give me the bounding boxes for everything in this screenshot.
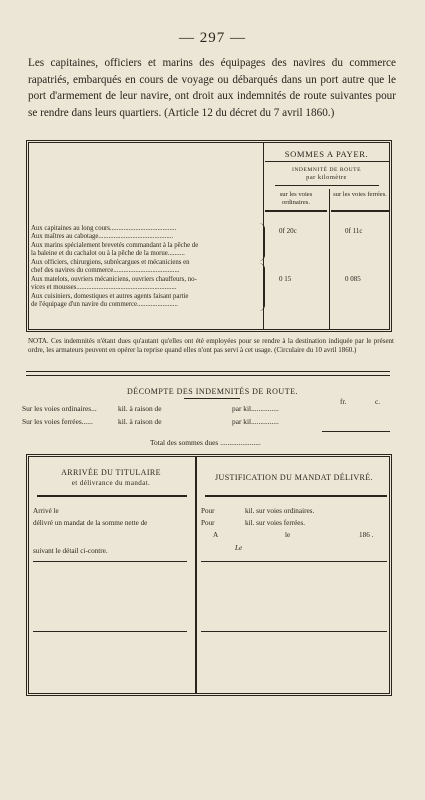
- decompte-line-ordinary-perkm: par kil...............: [232, 404, 279, 413]
- arrival-justification-divider: [195, 457, 197, 693]
- justification-le-sign: Le: [235, 544, 243, 552]
- rate-subheading-rule: [275, 185, 379, 186]
- decompte-col-fr: fr.: [340, 397, 347, 406]
- justification-km-ordinary: kil. sur voies ordinaires.: [245, 507, 315, 515]
- justification-year: 186 .: [359, 531, 374, 539]
- rate-row: vices et mousses...........................................................: [31, 284, 177, 291]
- decompte-col-c: c.: [375, 397, 381, 406]
- arrival-title: [29, 467, 193, 489]
- rate-row: de l'équipage d'un navire du commerce........................: [31, 301, 178, 308]
- rate-row: Aux capitaines au long cours.......................................: [31, 225, 177, 232]
- rate-table-heading: SOMMES A PAYER.: [284, 149, 369, 159]
- arrival-title-text: ARRIVÉE DU TITULAIRE: [61, 468, 161, 477]
- rate-row: la baleine et du cachalot ou à la pêche de la morue..........: [31, 250, 185, 257]
- rate-row: Aux officiers, chirurgiens, subrécargues et mécaniciens en: [31, 259, 190, 266]
- decompte-total: Total des sommes dues ......................: [150, 438, 261, 447]
- arrival-rule-2: [33, 631, 187, 632]
- decompte-line-rail-km: kil. à raison de: [118, 417, 162, 426]
- col-rail-header: sur les voies ferrées.: [333, 191, 387, 198]
- rate-value-ordinary-1: 0f 20c: [279, 227, 297, 235]
- arrival-title-rule: [37, 495, 187, 497]
- justification-title: JUSTIFICATION DU MANDAT DÉLIVRÉ.: [215, 473, 373, 482]
- arrival-justification-table: [26, 454, 392, 696]
- col-ordinary-rule: [265, 210, 327, 212]
- justification-le: le: [285, 531, 291, 539]
- rate-row: Aux marins spécialement brevetés commandant à la pêche de: [31, 242, 199, 249]
- decompte-sum-rule: [322, 431, 390, 432]
- rate-value-rail-2: 0 085: [345, 275, 361, 283]
- rate-subheading: [264, 167, 389, 181]
- arrival-subtitle: et délivrance du mandat.: [71, 479, 151, 487]
- nota-paragraph: NOTA. Ces indemnités n'étant dues qu'autant qu'elles ont été employées pour se rendre à la destination indiquée par le présent ordre, les armateurs peuvent en opérer la reprise quand elles n'ont pas servi à cet usage. (Circulaire du 10 avril 1860.): [28, 337, 394, 355]
- justification-pour-1: Pour: [201, 507, 215, 515]
- intro-paragraph: Les capitaines, officiers et marins des équipages des navires du commerce rapatriés, embarqués en cours de voyage ou débarqués dans un port autre que le port d'armement de leur navire, ont droit aux indemnités de route suivantes pour se rendre dans leurs quartiers. (Article 12 du décret du 7 avril 1860.): [28, 57, 396, 119]
- arrival-line-arrive: Arrivé le: [33, 507, 59, 515]
- brace-group-2: [259, 263, 265, 311]
- decompte-line-ordinary-label: Sur les voies ordinaires...: [22, 404, 97, 413]
- brace-group-1: [259, 223, 265, 261]
- decompte-line-ordinary-km: kil. à raison de: [118, 404, 162, 413]
- rate-row: Aux matelots, ouvriers mécaniciens, ouvriers chauffeurs, no-: [31, 276, 197, 283]
- justification-rule-1: [201, 561, 387, 562]
- col-rail-rule: [331, 210, 389, 212]
- rate-row: chef des navires du commerce.......................................: [31, 267, 180, 274]
- rate-columns-divider: [329, 189, 330, 329]
- justification-pour-2: Pour: [201, 519, 215, 527]
- arrival-line-detail: suivant le détail ci-contre.: [33, 547, 108, 555]
- arrival-rule-1: [33, 561, 187, 562]
- rate-value-ordinary-2: 0 15: [279, 275, 292, 283]
- justification-rule-2: [201, 631, 387, 632]
- decompte-line-rail-perkm: par kil...............: [232, 417, 279, 426]
- decompte-line-rail-label: Sur les voies ferrées......: [22, 417, 93, 426]
- justification-km-rail: kil. sur voies ferrées.: [245, 519, 306, 527]
- justification-a: A: [213, 531, 219, 539]
- rate-heading-rule: [265, 161, 389, 162]
- page-number: — 297 —: [179, 30, 246, 46]
- rate-row: Aux maîtres au cabotage............................................: [31, 233, 174, 240]
- rate-subheading-2: par kilomètre: [306, 174, 347, 181]
- decompte-title-rule: [184, 398, 240, 399]
- rate-subheading-1: INDEMNITÉ DE ROUTE: [292, 167, 361, 173]
- rate-rows: [29, 143, 261, 329]
- arrival-line-mandat: délivré un mandat de la somme nette de: [33, 519, 148, 527]
- col-ordinary-header: sur les voies ordinaires.: [279, 191, 313, 206]
- rate-table: [26, 140, 392, 332]
- justification-title-rule: [205, 495, 387, 497]
- decompte-title: DÉCOMPTE DES INDEMNITÉS DE ROUTE.: [127, 387, 298, 396]
- rate-value-rail-1: 0f 11c: [345, 227, 363, 235]
- rate-row: Aux cuisiniers, domestiques et autres agents faisant partie: [31, 293, 189, 300]
- section-rule: [26, 371, 390, 376]
